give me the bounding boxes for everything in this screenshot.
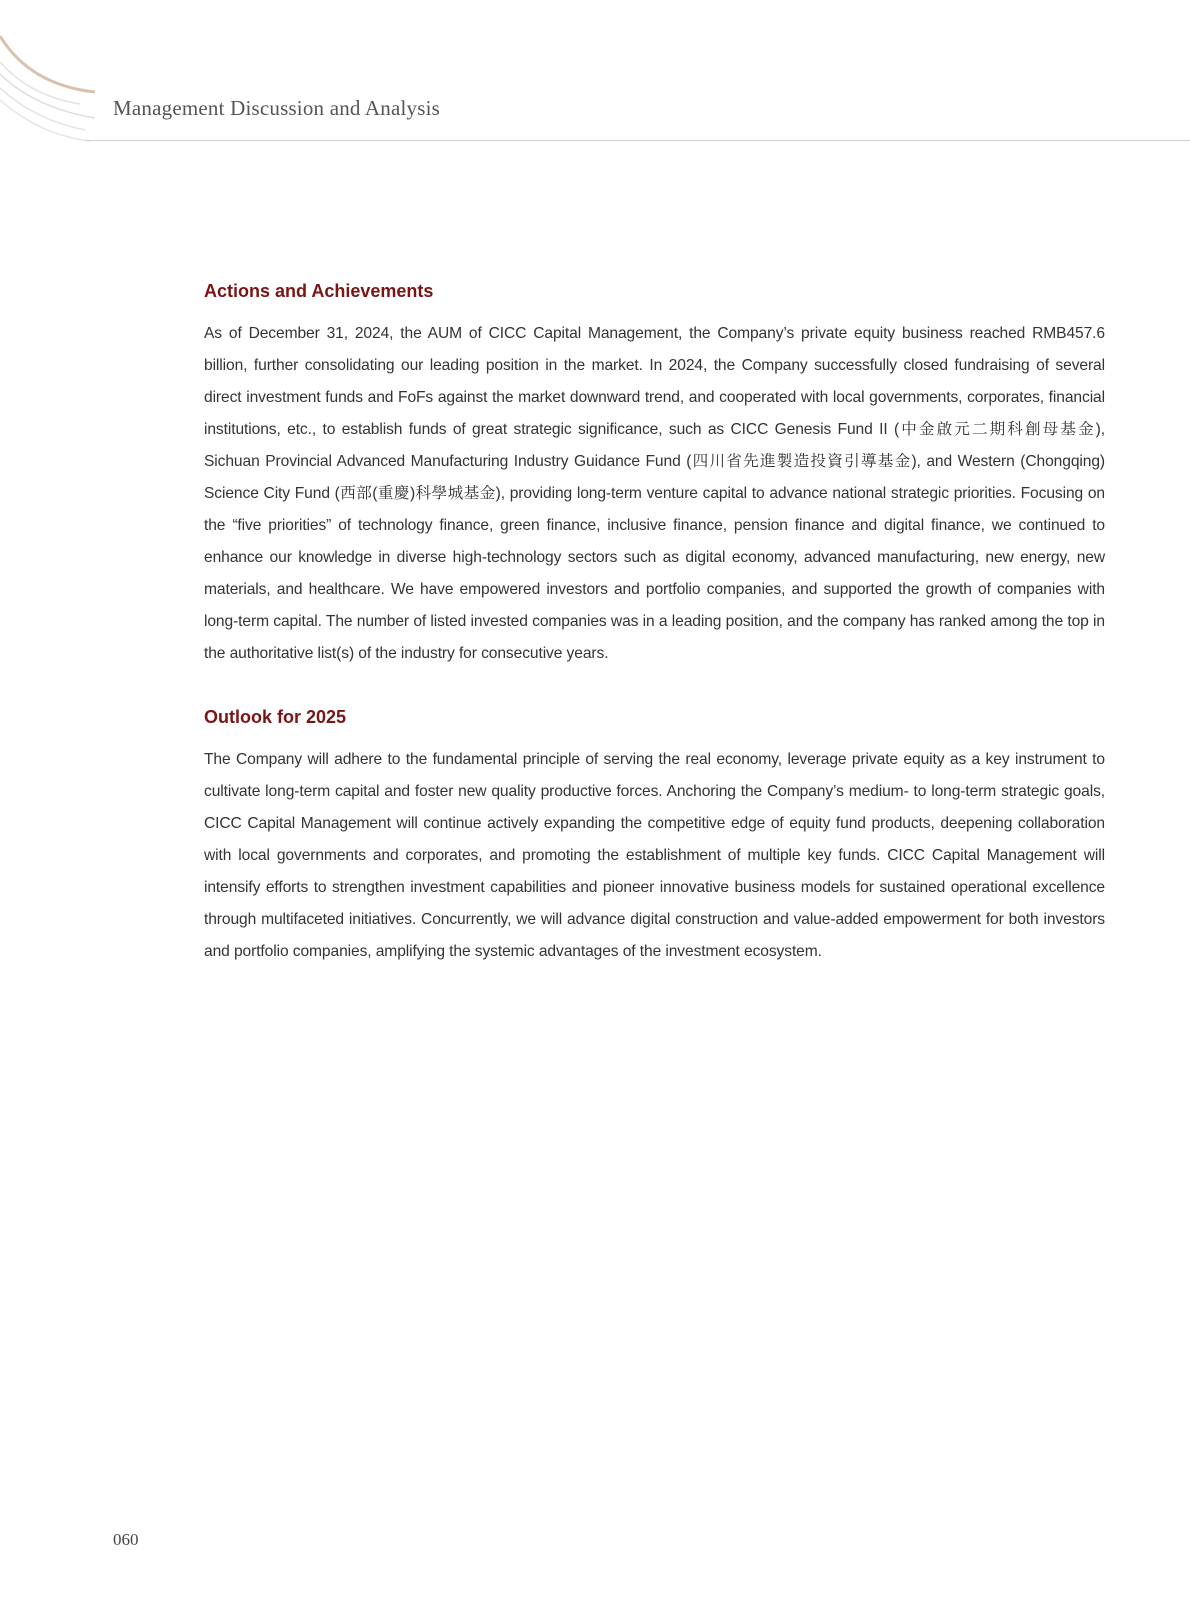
page-number: 060: [113, 1530, 139, 1549]
header-title: Management Discussion and Analysis: [113, 96, 441, 120]
section-heading-outlook: Outlook for 2025: [204, 707, 347, 727]
section-body-actions: As of December 31, 2024, the AUM of CICC Capital Management, the Company’s private equity business reached RMB457.6 billion, further consolidating our leading position in the market. In 2024, the Company successfully closed fundraising of several direct investment funds and FoFs against the market downward trend, and cooperated with local governments, corporates, financial institutions, etc., to establish funds of great strategic significance, such as CICC Genesis Fund II (中金啟元二期科創母基金), Sichuan Provincial Advanced Manufacturing Industry Guidance Fund (四川省先進製造投資引導基金), and Western (Chongqing) Science City Fund (西部(重慶)科學城基金), providing long-term venture capital to advance national strategic priorities. Focusing on the “five priorities” of technology finance, green finance, inclusive finance, pension finance and digital finance, we continued to enhance our knowledge in diverse high-technology sectors such as digital economy, advanced manufacturing, new energy, new materials, and healthcare. We have empowered investors and portfolio companies, and supported the growth of companies with long-term capital. The number of listed invested companies was in a leading position, and the company has ranked among the top in the authoritative list(s) of the industry for consecutive years.: [204, 325, 1105, 662]
decorative-arcs-icon: [0, 0, 110, 150]
section-body-outlook: The Company will adhere to the fundamental principle of serving the real economy, leverage private equity as a key instrument to cultivate long-term capital and foster new quality productive forces. Anchoring the Company’s medium- to long-term strategic goals, CICC Capital Management will continue actively expanding the competitive edge of equity fund products, deepening collaboration with local governments and corporates, and promoting the establishment of multiple key funds. CICC Capital Management will intensify efforts to strengthen investment capabilities and pioneer innovative business models for sustained operational excellence through multifaceted initiatives. Concurrently, we will advance digital construction and value-added empowerment for both investors and portfolio companies, amplifying the systemic advantages of the investment ecosystem.: [204, 751, 1105, 960]
header-divider: [85, 140, 1190, 141]
section-heading-actions: Actions and Achievements: [204, 281, 434, 301]
main-content: [204, 278, 1105, 1002]
